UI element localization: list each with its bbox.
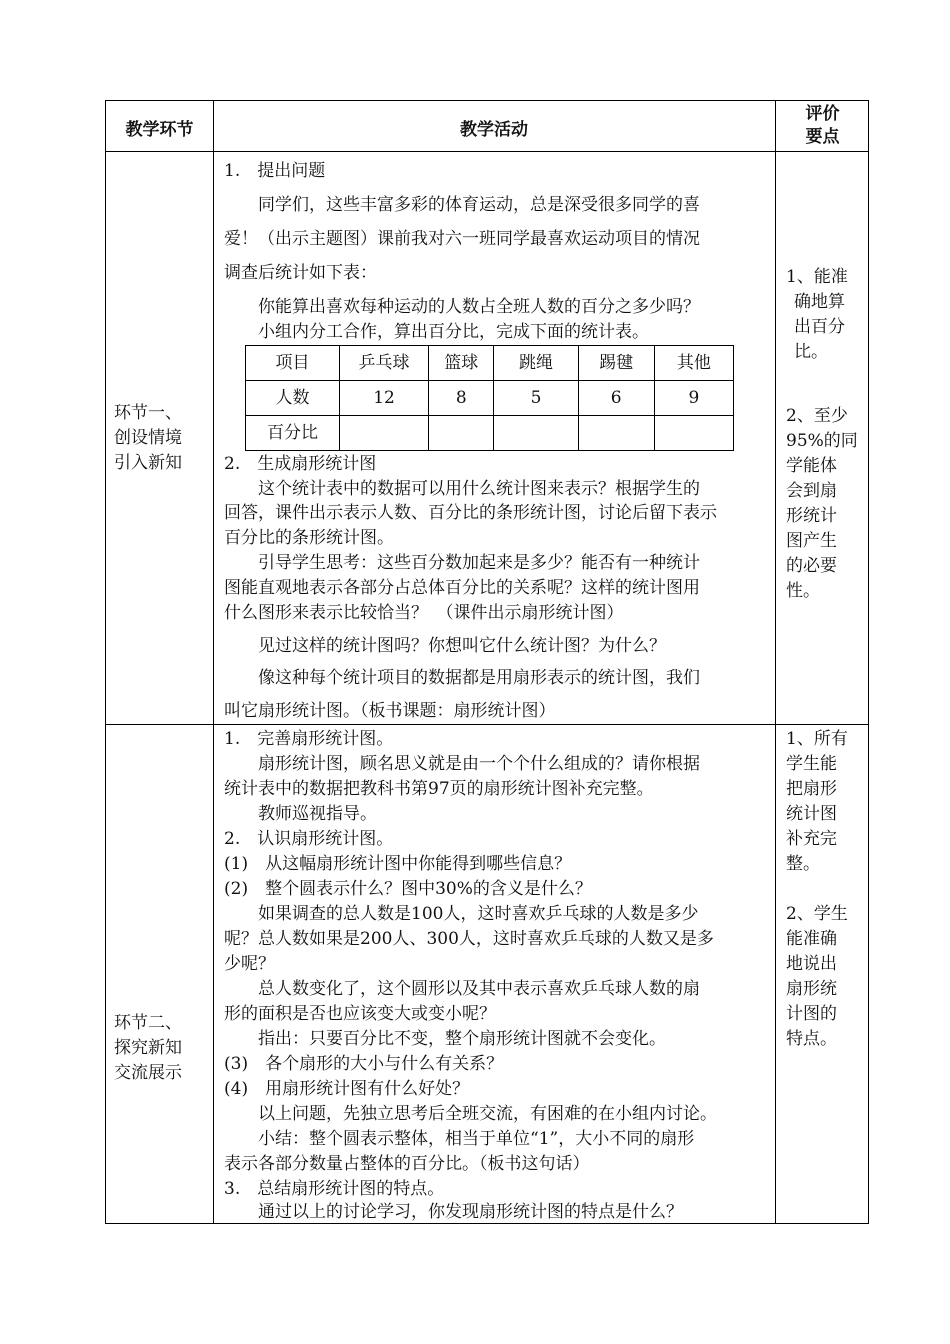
stage-line: 环节一、 bbox=[114, 403, 182, 423]
text-line: 图能直观地表示各部分占总体百分比的关系呢？这样的统计图用 bbox=[224, 578, 700, 598]
text-line: 以上问题，先独立思考后全班交流，有困难的在小组内讨论。 bbox=[258, 1104, 717, 1124]
eval-line: 统计图 bbox=[786, 804, 837, 824]
eval-line bbox=[786, 390, 858, 404]
text-line: (1) 从这幅扇形统计图中你能得到哪些信息？ bbox=[224, 854, 572, 874]
eval-line: 1、所有 bbox=[786, 729, 848, 749]
stage-line: 创设情境 bbox=[114, 428, 182, 448]
table-cell: 百分比 bbox=[246, 416, 340, 451]
table-cell: 踢毽 bbox=[578, 346, 654, 381]
eval-line: 学能体 bbox=[786, 456, 837, 476]
text-line: 小结：整个圆表示整体，相当于单位“1”，大小不同的扇形 bbox=[258, 1129, 695, 1149]
text-line: 这个统计表中的数据可以用什么统计图来表示？根据学生的 bbox=[258, 479, 700, 499]
text-line: 2. 生成扇形统计图 bbox=[224, 454, 377, 474]
text-line: 什么图形来表示比较恰当？ （课件出示扇形统计图） bbox=[224, 603, 624, 623]
text-line: 如果调查的总人数是100人，这时喜欢乒乓球的人数是多少 bbox=[258, 904, 699, 924]
column-divider bbox=[775, 101, 776, 1223]
text-line: (4) 用扇形统计图有什么好处？ bbox=[224, 1079, 470, 1099]
text-line: 1. 完善扇形统计图。 bbox=[224, 729, 394, 749]
eval-line: 把扇形 bbox=[786, 779, 837, 799]
text-line: 2. 认识扇形统计图。 bbox=[224, 829, 394, 849]
eval-line: 特点。 bbox=[786, 1029, 837, 1049]
eval-line: 学生能 bbox=[786, 754, 837, 774]
eval-line: 扇形统 bbox=[786, 979, 837, 999]
eval-line: 图产生 bbox=[786, 531, 837, 551]
table-cell: 篮球 bbox=[429, 346, 494, 381]
eval-line bbox=[786, 365, 858, 390]
eval-line: 的必要 bbox=[786, 556, 837, 576]
text-line: 调查后统计如下表： bbox=[224, 263, 377, 283]
text-line: 1. 提出问题 bbox=[224, 161, 326, 181]
table-cell: 其他 bbox=[654, 346, 733, 381]
eval-line: 形统计 bbox=[786, 506, 837, 526]
text-line: 叫它扇形统计图。（板书课题：扇形统计图） bbox=[224, 701, 556, 721]
text-line: 引导学生思考：这些百分数加起来是多少？能否有一种统计 bbox=[258, 553, 700, 573]
text-line: 见过这样的统计图吗？你想叫它什么统计图？为什么？ bbox=[258, 636, 666, 656]
table-cell: 6 bbox=[578, 381, 654, 416]
eval-line: 出百分 bbox=[794, 317, 845, 337]
table-cell: 12 bbox=[339, 381, 428, 416]
text-line: 回答，课件出示表示人数、百分比的条形统计图，讨论后留下表示 bbox=[224, 503, 717, 523]
text-line: 指出：只要百分比不变，整个扇形统计图就不会变化。 bbox=[258, 1029, 666, 1049]
table-cell: 5 bbox=[494, 381, 578, 416]
table-cell: 9 bbox=[654, 381, 733, 416]
stage-line: 引入新知 bbox=[114, 453, 182, 473]
eval-line: 95%的同 bbox=[786, 431, 858, 451]
stage-line: 交流展示 bbox=[114, 1063, 182, 1083]
lesson-table bbox=[105, 100, 869, 1224]
eval-line: 性。 bbox=[786, 581, 820, 601]
eval-two bbox=[786, 727, 848, 1052]
text-line: (3) 各个扇形的大小与什么有关系？ bbox=[224, 1054, 504, 1074]
eval-line: 会到扇 bbox=[786, 481, 837, 501]
eval-line: 地说出 bbox=[786, 954, 837, 974]
text-line: 3. 总结扇形统计图的特点。 bbox=[224, 1179, 445, 1199]
text-line: 小组内分工合作，算出百分比，完成下面的统计表。 bbox=[258, 322, 649, 342]
eval-line bbox=[786, 877, 848, 902]
text-line: 统计表中的数据把教科书第97页的扇形统计图补充完整。 bbox=[224, 779, 654, 799]
text-line: 通过以上的讨论学习，你发现扇形统计图的特点是什么？ bbox=[258, 1202, 683, 1222]
eval-line: 2、至少 bbox=[786, 406, 848, 426]
eval-line: 2、学生 bbox=[786, 904, 848, 924]
stage-line: 环节二、 bbox=[114, 1013, 182, 1033]
table-cell: 8 bbox=[429, 381, 494, 416]
header-eval-line2: 要点 bbox=[805, 127, 840, 147]
text-line: (2) 整个圆表示什么？图中30%的含义是什么？ bbox=[224, 879, 592, 899]
eval-line: 计图的 bbox=[786, 1004, 837, 1024]
eval-line: 确地算 bbox=[794, 292, 845, 312]
header-eval-line1: 评价 bbox=[805, 104, 840, 124]
table-cell: 乒乓球 bbox=[339, 346, 428, 381]
text-line: 你能算出喜欢每种运动的人数占全班人数的百分之多少吗？ bbox=[258, 297, 700, 317]
eval-line: 比。 bbox=[794, 342, 828, 362]
text-line: 形的面积是否也应该变大或变小呢？ bbox=[224, 1004, 496, 1024]
eval-line: 1、能准 bbox=[786, 267, 848, 287]
section-two-content bbox=[106, 101, 775, 1225]
header-eval bbox=[775, 103, 870, 149]
text-line: 呢？总人数如果是200人、300人，这时喜欢乒乓球的人数又是多 bbox=[224, 929, 714, 949]
text-line: 百分比的条形统计图。 bbox=[224, 528, 394, 548]
text-line: 同学们，这些丰富多彩的体育运动，总是深受很多同学的喜 bbox=[258, 195, 700, 215]
table-cell: 项目 bbox=[246, 346, 340, 381]
text-line: 总人数变化了，这个圆形以及其中表示喜欢乒乓球人数的扇 bbox=[258, 979, 700, 999]
header-activity: 教学活动 bbox=[460, 120, 528, 140]
eval-line: 补充完 bbox=[786, 829, 837, 849]
text-line: 像这种每个统计项目的数据都是用扇形表示的统计图，我们 bbox=[258, 668, 700, 688]
text-line: 扇形统计图，顾名思义就是由一个个什么组成的？请你根据 bbox=[258, 754, 700, 774]
text-line: 表示各部分数量占整体的百分比。（板书这句话） bbox=[224, 1154, 590, 1174]
table-cell: 人数 bbox=[246, 381, 340, 416]
text-line: 少呢？ bbox=[224, 954, 275, 974]
header-stage: 教学环节 bbox=[125, 120, 194, 140]
table-cell: 跳绳 bbox=[494, 346, 578, 381]
text-line: 爱！（出示主题图）课前我对六一班同学最喜欢运动项目的情况 bbox=[224, 229, 700, 249]
text-line: 教师巡视指导。 bbox=[258, 804, 377, 824]
eval-line: 整。 bbox=[786, 854, 820, 874]
eval-line: 能准确 bbox=[786, 929, 837, 949]
stage-line: 探究新知 bbox=[114, 1038, 182, 1058]
eval-one bbox=[786, 265, 858, 604]
